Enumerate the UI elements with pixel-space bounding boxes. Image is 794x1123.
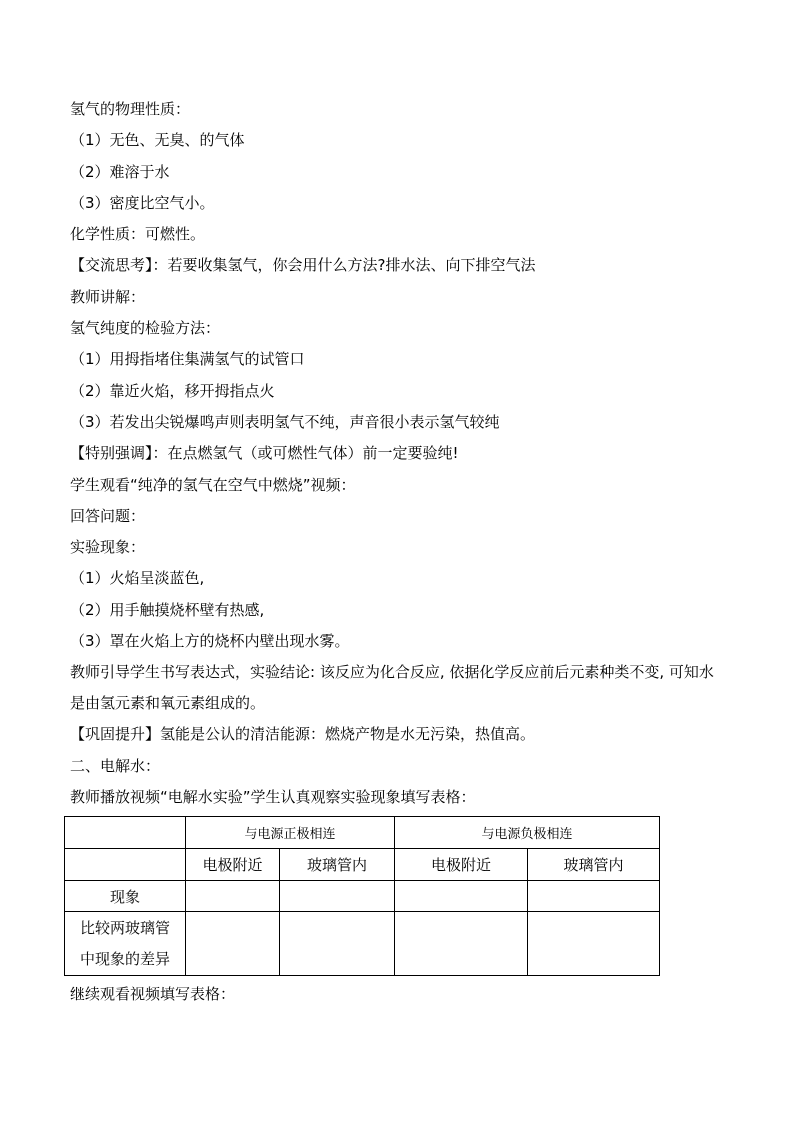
header-negative-electrode: 与电源负极相连: [395, 817, 660, 849]
text-line: 回答问题：: [70, 506, 146, 525]
subheader-glass-tube: 玻璃管内: [528, 849, 660, 881]
text-line: （3）罩在火焰上方的烧杯内壁出现水雾。: [70, 632, 350, 651]
row-label-compare-line: 中现象的差异: [79, 949, 170, 968]
subheader-electrode-near: 电极附近: [186, 849, 280, 881]
text-line: （2）难溶于水: [70, 162, 170, 181]
table-input-cell[interactable]: [186, 881, 280, 912]
text-line: （3）若发出尖锐爆鸣声则表明氢气不纯，声音很小表示氢气较纯: [70, 412, 500, 431]
subheader-electrode-near: 电极附近: [395, 849, 528, 881]
subheader-glass-tube: 玻璃管内: [280, 849, 395, 881]
table-corner-cell: [65, 817, 186, 849]
text-line: （1）无色、无臭、的气体: [70, 131, 245, 150]
text-line: （3）密度比空气小。: [70, 193, 215, 212]
conclusion-paragraph: 教师引导学生书写表达式，实验结论: 该反应为化合反应, 依据化学反应前后元素种类不变, 可知水是由氢元素和氧元素组成的。: [70, 663, 714, 713]
table-input-cell[interactable]: [280, 912, 395, 976]
table-input-cell[interactable]: [395, 881, 528, 912]
text-line: （2）靠近火焰，移开拇指点火: [70, 381, 275, 400]
row-label-compare: [65, 912, 186, 976]
electrolysis-table: [64, 816, 660, 976]
text-line: 教师播放视频“电解水实验”学生认真观察实验现象填写表格：: [70, 787, 476, 806]
row-label-phenomenon: 现象: [65, 881, 186, 912]
table-input-cell[interactable]: [280, 881, 395, 912]
text-line: 化学性质：可燃性。: [70, 225, 206, 244]
text-line: 【巩固提升】氢能是公认的清洁能源：燃烧产物是水无污染，热值高。: [70, 725, 536, 744]
text-line: 氢气纯度的检验方法：: [70, 319, 221, 338]
table-input-cell[interactable]: [186, 912, 280, 976]
table-input-cell[interactable]: [528, 912, 660, 976]
table-input-cell[interactable]: [395, 912, 528, 976]
text-line: （1）火焰呈淡蓝色,: [70, 569, 205, 588]
text-line: （1）用拇指堵住集满氢气的试管口: [70, 350, 305, 369]
table-empty-cell: [65, 849, 186, 881]
text-line: （2）用手触摸烧杯壁有热感,: [70, 600, 265, 619]
text-line: 实验现象：: [70, 538, 146, 557]
text-line: 氢气的物理性质：: [70, 100, 191, 118]
text-line: 【特别强调】：在点燃氢气（或可燃性气体）前一定要验纯!: [70, 444, 459, 463]
row-label-compare-line: 比较两玻璃管: [79, 918, 170, 937]
text-line: 教师讲解：: [70, 287, 146, 306]
header-positive-electrode: 与电源正极相连: [186, 817, 395, 849]
section-heading: 二、电解水：: [70, 756, 161, 775]
text-line: 学生观看“纯净的氢气在空气中燃烧”视频：: [70, 475, 356, 494]
text-line: 继续观看视频填写表格：: [70, 985, 236, 1004]
text-line: 【交流思考】：若要收集氢气，你会用什么方法?排水法、向下排空气法: [70, 256, 536, 275]
document-page: [70, 100, 726, 1017]
table-input-cell[interactable]: [528, 881, 660, 912]
